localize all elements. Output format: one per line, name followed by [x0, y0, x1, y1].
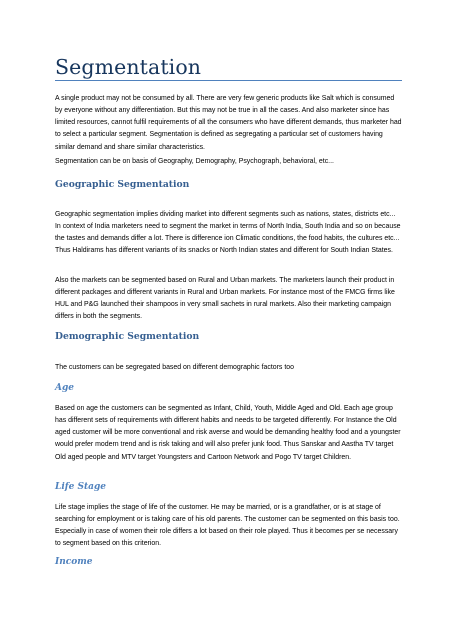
life-stage-heading: Life Stage — [55, 482, 106, 492]
demographic-segmentation-heading: Demographic Segmentation — [55, 331, 200, 342]
intro-paragraph: A single product may not be consumed by all. There are very few generic products like Salt which is consumed by everyone without any differentiation. But this may not be true in all the cases. And also marketer since has limited resources, cannot fulfil requirements of all the consumers who have different demands, thus marketer had to select a particular segment. Segmentation is defined as segregating a particular set of customers having similar demand and share similar characteristics. — [55, 95, 402, 151]
age-heading: Age — [55, 383, 75, 393]
rural-urban-paragraph: Also the markets can be segmented based on Rural and Urban markets. The marketers launch their product in different packages and different variants in Rural and Urban markets. For instance most of the FMCG firms like HUL and P&G launched their shampoos in very small sachets in rural markets. Also their marketing campaign differs in both the segments. — [55, 277, 395, 321]
page-title: Segmentation — [55, 55, 202, 79]
age-paragraph: Based on age the customers can be segmented as Infant, Child, Youth, Middle Aged and Old. Each age group has different sets of requirements with different habits and needs to be targeted differently. For Instance the Old aged customer will be more conventional and risk averse and would be demanding healthy food and a youngster would prefer modern trend and is risk taking and will also prefer junk food. Thus Sanskar and Aastha TV target Old aged people and MTV target Youngsters and Cartoon Network and Pogo TV target Children. — [55, 405, 401, 461]
demographic-intro-paragraph: The customers can be segregated based on different demographic factors too — [55, 364, 294, 371]
intro-bases-paragraph: Segmentation can be on basis of Geography, Demography, Psychograph, behavioral, etc... — [55, 158, 334, 165]
geographic-paragraph: Geographic segmentation implies dividing market into different segments such as nations, states, districts etc... In context of India marketers need to segment the market in terms of North India, South India and so on because the tastes and demands differ a lot. There is difference ion Climatic conditions, the food habits, the cultures etc... Thus Haldirams has different variants of its snacks or North Indian states and different for South Indian States. — [55, 211, 401, 255]
geographic-segmentation-heading: Geographic Segmentation — [55, 179, 190, 190]
income-heading: Income — [55, 557, 93, 567]
title-underline — [55, 80, 402, 81]
life-stage-paragraph: Life stage implies the stage of life of the customer. He may be married, or is a grandfather, or is at stage of searching for employment or is taking care of his old parents. The customer can be segmented on this basis too. Especially in case of women their role differs a lot based on their role played. Thus it becomes per se necessary to segment based on this criterion. — [55, 504, 400, 548]
